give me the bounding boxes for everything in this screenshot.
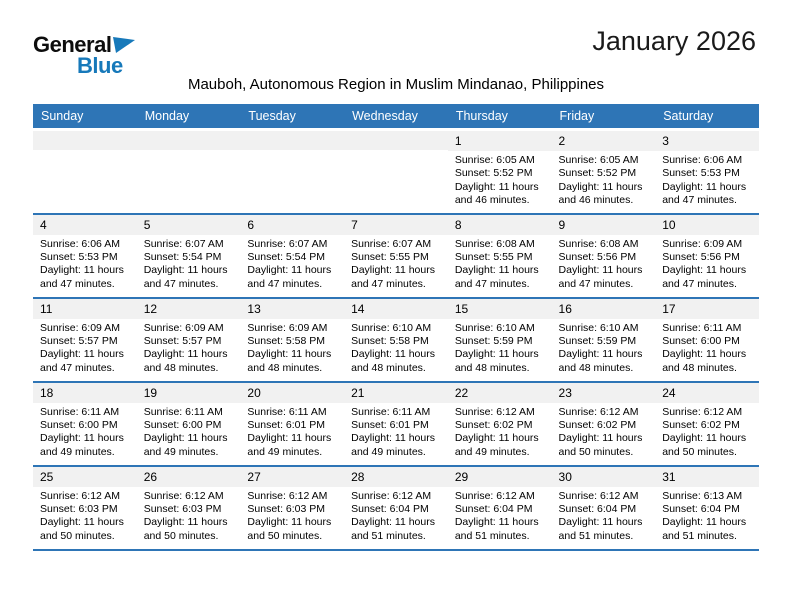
detail-line: and 47 minutes. <box>351 277 426 290</box>
day-number: 21 <box>344 383 448 403</box>
day-number <box>33 131 137 150</box>
detail-line: Daylight: 11 hours <box>558 180 643 193</box>
day-number: 15 <box>448 299 552 319</box>
detail-line: Daylight: 11 hours <box>558 432 643 445</box>
detail-line: and 49 minutes. <box>40 445 115 458</box>
weekday-wednesday: Wednesday <box>344 104 448 130</box>
empty-cell <box>137 130 241 214</box>
detail-line: Sunset: 6:04 PM <box>662 502 740 515</box>
day-details <box>344 319 448 378</box>
weekday-monday: Monday <box>137 104 241 130</box>
detail-line: Daylight: 11 hours <box>247 516 332 529</box>
day-cell-17 <box>655 298 759 382</box>
detail-line: Sunrise: 6:12 AM <box>143 489 224 502</box>
detail-line: Sunset: 5:59 PM <box>454 334 533 347</box>
day-cell-13 <box>240 298 344 382</box>
day-details <box>552 403 656 462</box>
detail-line: Daylight: 11 hours <box>351 516 435 529</box>
week-row <box>33 382 759 466</box>
week-row <box>33 130 759 214</box>
empty-cell <box>344 130 448 214</box>
day-details <box>448 487 552 546</box>
detail-line: Sunrise: 6:05 AM <box>558 154 639 166</box>
detail-line: Sunrise: 6:09 AM <box>247 321 328 334</box>
detail-line: Sunset: 5:58 PM <box>247 334 326 347</box>
detail-line: Daylight: 11 hours <box>351 348 435 361</box>
detail-line: Sunrise: 6:09 AM <box>143 321 224 334</box>
weekday-thursday: Thursday <box>448 104 552 130</box>
day-cell-25 <box>33 466 137 550</box>
day-details <box>655 151 759 210</box>
detail-line: Sunrise: 6:11 AM <box>351 405 431 418</box>
day-number: 3 <box>655 131 759 151</box>
day-cell-19 <box>137 382 241 466</box>
weekday-sunday: Sunday <box>33 104 137 130</box>
detail-line: Sunset: 5:53 PM <box>40 250 118 263</box>
day-details <box>344 235 448 294</box>
detail-line: Sunset: 5:52 PM <box>454 167 533 180</box>
detail-line: Daylight: 11 hours <box>351 264 435 277</box>
detail-line: Daylight: 11 hours <box>247 348 332 361</box>
detail-line: and 51 minutes. <box>454 529 530 542</box>
day-cell-11 <box>33 298 137 382</box>
day-cell-2 <box>552 130 656 214</box>
weekday-friday: Friday <box>552 104 656 130</box>
day-details <box>137 235 241 294</box>
detail-line: Sunset: 6:00 PM <box>40 418 118 431</box>
day-details <box>344 487 448 546</box>
detail-line: Sunset: 5:57 PM <box>143 334 222 347</box>
week-row <box>33 466 759 550</box>
detail-line: Sunset: 6:02 PM <box>558 418 637 431</box>
detail-line: Sunrise: 6:11 AM <box>247 405 327 418</box>
detail-line: Sunset: 5:59 PM <box>558 334 637 347</box>
day-details <box>137 487 241 546</box>
detail-line: Sunrise: 6:08 AM <box>454 237 535 250</box>
detail-line: and 48 minutes. <box>558 361 634 374</box>
day-details <box>448 235 552 294</box>
detail-line: and 49 minutes. <box>143 445 219 458</box>
detail-line: and 49 minutes. <box>247 445 323 458</box>
detail-line: Sunset: 5:55 PM <box>454 250 533 263</box>
day-number: 12 <box>137 299 241 319</box>
day-number: 24 <box>655 383 759 403</box>
detail-line: Sunrise: 6:07 AM <box>143 237 224 250</box>
week-row <box>33 298 759 382</box>
detail-line: and 46 minutes. <box>558 194 634 207</box>
detail-line: Sunrise: 6:07 AM <box>351 237 432 250</box>
detail-line: Daylight: 11 hours <box>247 264 332 277</box>
detail-line: Sunset: 5:56 PM <box>558 250 637 263</box>
day-number: 26 <box>137 467 241 487</box>
detail-line: Sunset: 6:00 PM <box>662 334 740 347</box>
detail-line: Sunset: 6:03 PM <box>143 502 222 515</box>
day-number: 20 <box>240 383 344 403</box>
day-details <box>344 150 448 155</box>
day-number: 11 <box>33 299 137 319</box>
detail-line: and 48 minutes. <box>351 361 426 374</box>
detail-line: Sunrise: 6:12 AM <box>40 489 120 502</box>
day-number: 30 <box>552 467 656 487</box>
detail-line: Daylight: 11 hours <box>558 516 643 529</box>
day-number: 31 <box>655 467 759 487</box>
detail-line: Daylight: 11 hours <box>143 348 228 361</box>
day-number: 27 <box>240 467 344 487</box>
day-details <box>240 403 344 462</box>
detail-line: Sunrise: 6:12 AM <box>351 489 432 502</box>
day-details <box>240 235 344 294</box>
day-number: 29 <box>448 467 552 487</box>
day-number: 16 <box>552 299 656 319</box>
detail-line: and 51 minutes. <box>558 529 634 542</box>
day-details <box>33 235 137 294</box>
day-details <box>448 403 552 462</box>
detail-line: Sunrise: 6:12 AM <box>454 489 535 502</box>
detail-line: and 47 minutes. <box>558 277 634 290</box>
detail-line: and 47 minutes. <box>662 194 737 207</box>
detail-line: Sunset: 5:58 PM <box>351 334 429 347</box>
calendar-head <box>33 104 759 130</box>
day-number: 18 <box>33 383 137 403</box>
detail-line: Sunset: 5:52 PM <box>558 167 637 180</box>
day-details <box>344 403 448 462</box>
detail-line: and 46 minutes. <box>454 194 530 207</box>
detail-line: and 47 minutes. <box>143 277 219 290</box>
day-number: 7 <box>344 215 448 235</box>
day-details <box>655 487 759 546</box>
day-number: 9 <box>552 215 656 235</box>
detail-line: Sunset: 6:02 PM <box>662 418 740 431</box>
day-number: 28 <box>344 467 448 487</box>
day-number: 14 <box>344 299 448 319</box>
detail-line: Daylight: 11 hours <box>454 348 539 361</box>
detail-line: and 49 minutes. <box>351 445 426 458</box>
detail-line: Daylight: 11 hours <box>40 264 124 277</box>
day-cell-9 <box>552 214 656 298</box>
detail-line: and 47 minutes. <box>247 277 323 290</box>
day-details <box>137 319 241 378</box>
detail-line: and 47 minutes. <box>662 277 737 290</box>
day-cell-1 <box>448 130 552 214</box>
day-details <box>552 235 656 294</box>
day-cell-12 <box>137 298 241 382</box>
detail-line: Sunset: 5:53 PM <box>662 167 740 180</box>
page-header <box>0 0 792 104</box>
detail-line: Daylight: 11 hours <box>143 264 228 277</box>
detail-line: Sunrise: 6:12 AM <box>247 489 328 502</box>
logo-word-blue: Blue <box>77 53 123 78</box>
page-subtitle: Mauboh, Autonomous Region in Muslim Mindanao, Philippines <box>187 76 605 93</box>
day-cell-18 <box>33 382 137 466</box>
detail-line: Sunset: 5:55 PM <box>351 250 429 263</box>
detail-line: Daylight: 11 hours <box>143 432 228 445</box>
detail-line: Daylight: 11 hours <box>143 516 228 529</box>
detail-line: and 47 minutes. <box>40 361 115 374</box>
detail-line: and 50 minutes. <box>662 445 737 458</box>
day-number: 13 <box>240 299 344 319</box>
detail-line: and 48 minutes. <box>143 361 219 374</box>
day-details <box>137 403 241 462</box>
detail-line: and 48 minutes. <box>247 361 323 374</box>
day-cell-22 <box>448 382 552 466</box>
detail-line: Daylight: 11 hours <box>40 348 124 361</box>
detail-line: Sunrise: 6:10 AM <box>454 321 535 334</box>
detail-line: Sunset: 6:02 PM <box>454 418 533 431</box>
day-details <box>33 150 137 155</box>
day-number: 10 <box>655 215 759 235</box>
day-cell-30 <box>552 466 656 550</box>
weekday-saturday: Saturday <box>655 104 759 130</box>
day-details <box>655 235 759 294</box>
detail-line: Sunrise: 6:11 AM <box>662 321 742 334</box>
day-details <box>137 150 241 155</box>
detail-line: and 51 minutes. <box>351 529 426 542</box>
detail-line: Sunrise: 6:08 AM <box>558 237 639 250</box>
detail-line: and 47 minutes. <box>454 277 530 290</box>
detail-line: Sunset: 6:04 PM <box>454 502 533 515</box>
day-details <box>240 150 344 155</box>
detail-line: Daylight: 11 hours <box>351 432 435 445</box>
detail-line: Sunset: 6:01 PM <box>351 418 429 431</box>
day-cell-21 <box>344 382 448 466</box>
day-cell-14 <box>344 298 448 382</box>
day-details <box>448 319 552 378</box>
detail-line: and 50 minutes. <box>247 529 323 542</box>
day-number: 23 <box>552 383 656 403</box>
calendar-table <box>33 104 759 551</box>
detail-line: and 48 minutes. <box>454 361 530 374</box>
detail-line: Sunrise: 6:09 AM <box>662 237 743 250</box>
day-number: 1 <box>448 131 552 151</box>
day-cell-6 <box>240 214 344 298</box>
day-cell-23 <box>552 382 656 466</box>
detail-line: Daylight: 11 hours <box>662 516 747 529</box>
detail-line: Daylight: 11 hours <box>247 432 332 445</box>
detail-line: Sunset: 5:54 PM <box>143 250 222 263</box>
day-details <box>552 319 656 378</box>
weekday-tuesday: Tuesday <box>240 104 344 130</box>
calendar-body <box>33 130 759 550</box>
page-title: January 2026 <box>592 26 756 56</box>
detail-line: and 50 minutes. <box>143 529 219 542</box>
day-cell-5 <box>137 214 241 298</box>
day-number: 5 <box>137 215 241 235</box>
day-cell-7 <box>344 214 448 298</box>
day-number: 25 <box>33 467 137 487</box>
empty-cell <box>33 130 137 214</box>
day-number: 6 <box>240 215 344 235</box>
detail-line: Sunrise: 6:10 AM <box>558 321 639 334</box>
day-number: 22 <box>448 383 552 403</box>
detail-line: and 47 minutes. <box>40 277 115 290</box>
detail-line: Sunrise: 6:11 AM <box>143 405 223 418</box>
detail-line: Daylight: 11 hours <box>558 264 643 277</box>
detail-line: Sunrise: 6:05 AM <box>454 154 535 166</box>
detail-line: Sunrise: 6:06 AM <box>662 154 743 166</box>
day-details <box>240 487 344 546</box>
day-details <box>448 151 552 210</box>
day-cell-26 <box>137 466 241 550</box>
detail-line: Sunrise: 6:11 AM <box>40 405 120 418</box>
detail-line: Sunset: 6:04 PM <box>558 502 637 515</box>
detail-line: Daylight: 11 hours <box>454 516 539 529</box>
day-details <box>655 403 759 462</box>
day-number: 17 <box>655 299 759 319</box>
detail-line: Sunrise: 6:09 AM <box>40 321 120 334</box>
day-details <box>33 319 137 378</box>
detail-line: Sunrise: 6:12 AM <box>558 405 639 418</box>
detail-line: Sunset: 6:01 PM <box>247 418 326 431</box>
day-details <box>552 151 656 210</box>
detail-line: and 48 minutes. <box>662 361 737 374</box>
detail-line: Daylight: 11 hours <box>662 264 747 277</box>
day-number: 4 <box>33 215 137 235</box>
general-blue-logo <box>33 34 135 77</box>
day-cell-8 <box>448 214 552 298</box>
detail-line: and 51 minutes. <box>662 529 737 542</box>
day-number: 19 <box>137 383 241 403</box>
day-details <box>240 319 344 378</box>
detail-line: Sunrise: 6:12 AM <box>558 489 639 502</box>
detail-line: Sunrise: 6:12 AM <box>454 405 535 418</box>
day-number: 8 <box>448 215 552 235</box>
detail-line: Sunrise: 6:07 AM <box>247 237 328 250</box>
day-details <box>552 487 656 546</box>
logo-word-general: General <box>33 32 112 57</box>
day-cell-3 <box>655 130 759 214</box>
detail-line: Daylight: 11 hours <box>40 432 124 445</box>
detail-line: and 50 minutes. <box>558 445 634 458</box>
detail-line: and 50 minutes. <box>40 529 115 542</box>
day-number <box>344 131 448 150</box>
day-cell-4 <box>33 214 137 298</box>
detail-line: Daylight: 11 hours <box>40 516 124 529</box>
week-row <box>33 214 759 298</box>
detail-line: Sunset: 5:56 PM <box>662 250 740 263</box>
detail-line: Daylight: 11 hours <box>558 348 643 361</box>
day-cell-16 <box>552 298 656 382</box>
detail-line: Sunset: 5:54 PM <box>247 250 326 263</box>
day-number <box>240 131 344 150</box>
detail-line: Sunset: 6:00 PM <box>143 418 222 431</box>
day-cell-15 <box>448 298 552 382</box>
day-cell-20 <box>240 382 344 466</box>
detail-line: Daylight: 11 hours <box>454 432 539 445</box>
day-cell-24 <box>655 382 759 466</box>
detail-line: Daylight: 11 hours <box>454 264 539 277</box>
detail-line: Daylight: 11 hours <box>662 432 747 445</box>
detail-line: Sunrise: 6:13 AM <box>662 489 743 502</box>
empty-cell <box>240 130 344 214</box>
day-number: 2 <box>552 131 656 151</box>
weekday-header-row <box>33 104 759 130</box>
day-details <box>33 403 137 462</box>
day-cell-29 <box>448 466 552 550</box>
detail-line: Daylight: 11 hours <box>662 180 747 193</box>
day-details <box>33 487 137 546</box>
day-cell-28 <box>344 466 448 550</box>
detail-line: Daylight: 11 hours <box>454 180 539 193</box>
detail-line: Sunset: 6:04 PM <box>351 502 429 515</box>
detail-line: Daylight: 11 hours <box>662 348 747 361</box>
day-cell-31 <box>655 466 759 550</box>
day-details <box>655 319 759 378</box>
detail-line: Sunset: 6:03 PM <box>40 502 118 515</box>
day-cell-27 <box>240 466 344 550</box>
detail-line: Sunrise: 6:06 AM <box>40 237 120 250</box>
day-number <box>137 131 241 150</box>
detail-line: Sunset: 6:03 PM <box>247 502 326 515</box>
detail-line: Sunset: 5:57 PM <box>40 334 118 347</box>
detail-line: and 49 minutes. <box>454 445 530 458</box>
detail-line: Sunrise: 6:10 AM <box>351 321 432 334</box>
day-cell-10 <box>655 214 759 298</box>
detail-line: Sunrise: 6:12 AM <box>662 405 743 418</box>
